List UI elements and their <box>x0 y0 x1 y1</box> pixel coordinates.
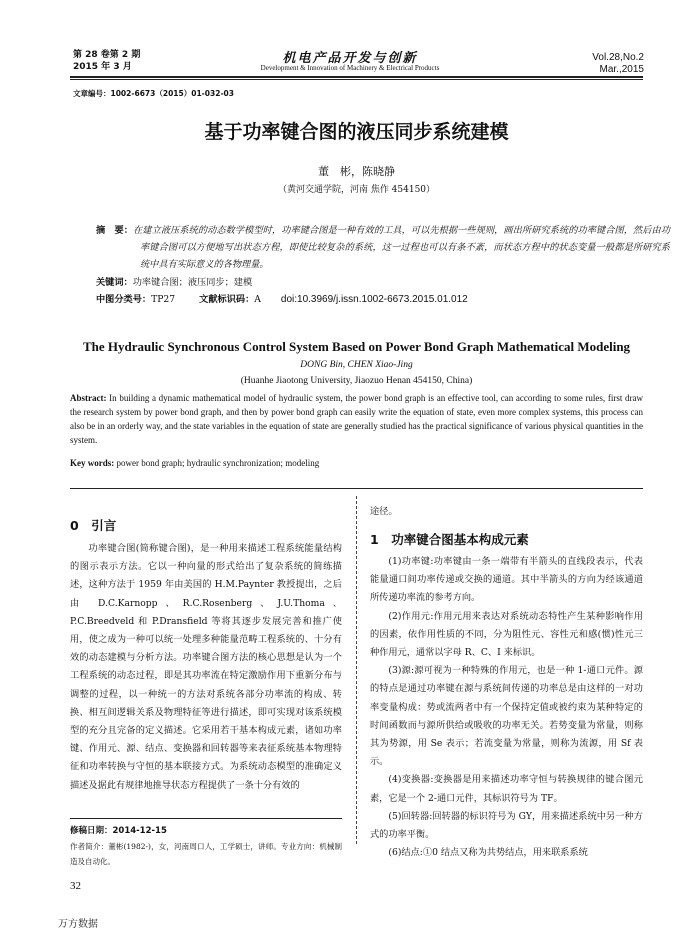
abstract-cn-label: 摘 要： <box>96 225 134 236</box>
keywords-cn <box>96 274 626 291</box>
authors-cn: 董 彬，陈晓静 <box>318 165 395 178</box>
abstract-en-label: Abstract: <box>70 393 107 403</box>
doi-link[interactable]: doi:10.3969/j.issn.1002-6673.2015.01.012 <box>280 294 468 305</box>
abstract-en-text: In building a dynamic mathematical model of hydraulic system, the power bond graph is an effective tool, can according to some rules, first draw the research system by power bond graph, and then by power bond graph can easily write the equation of state, even more complex systems, this process can also be in an orderly way, and the state variables in the equation of state are generally studied has the practical significance of various physical quantities in the system. <box>70 393 643 445</box>
paper-title-en: The Hydraulic Synchronous Control System Based on Power Bond Graph Mathematical Modeling <box>82 339 631 354</box>
affiliation-en: (Huanhe Jiaotong University, Jiaozuo Henan 454150, China) <box>240 376 473 386</box>
section-1-body <box>370 553 643 862</box>
header-rule-thin <box>70 79 643 80</box>
keywords-en-label: Key words: <box>70 458 115 468</box>
element-actuator: (2)作用元:作用元用来表达对系统动态特性产生某种影响作用的因素，依作用性质的不同，分为阻性元、容性元和感(惯)性元三种作用元，通常以字母 R、C、I 来标识。 <box>370 610 643 659</box>
affiliation-cn: （黄河交通学院，河南 焦作 454150） <box>277 185 436 195</box>
journal-date-cn: 2015 年 3 月 <box>73 62 132 72</box>
author-bio: 作者简介：董彬(1982-)，女，河南周口人，工学硕士，讲师。专业方向：机械制造及自动化。 <box>70 842 342 866</box>
section-0-body <box>70 540 342 795</box>
section-1-heading: 1 功率键合图基本构成元素 <box>370 532 529 547</box>
section-0-continuation: 途径。 <box>370 506 398 517</box>
footnote-rule <box>70 818 342 819</box>
doc-code-value: A <box>254 294 261 305</box>
element-transformer: (4)变换器:变换器是用来描述功率守恒与转换规律的键合图元素，它是一个 2-通口元件，其标识符号为 TF。 <box>370 774 643 804</box>
received-date: 修稿日期：2014-12-15 <box>70 826 167 836</box>
section-0-heading: 0 引言 <box>70 518 117 533</box>
page-number: 32 <box>70 880 81 892</box>
element-gyrator: (5)回转器:回转器的标识符号为 GY，用来描述系统中另一种方式的功率平衡。 <box>370 810 643 841</box>
clc-value: TP27 <box>151 294 176 305</box>
journal-name-cn: 机电产品开发与创新 <box>282 51 418 66</box>
authors-en: DONG Bin, CHEN Xiao-Jing <box>300 360 413 370</box>
doc-code-label: 文献标识码： <box>199 294 255 305</box>
column-divider <box>356 496 357 844</box>
journal-volume-en: Vol.28,No.2 <box>592 52 644 63</box>
abstract-cn-text: 在建立液压系统的动态数学模型时，功率键合图是一种有效的工具，可以先根据一些规则，画出所研究系统的功率键合图，然后由功率键合图可以方便地写出状态方程，即使比较复杂的系统，这一过程也可以有条不紊，而状态方程中的状态变量一般都是所研究系统中具有实际意义的各物理量。 <box>133 225 671 270</box>
journal-date-en: Mar.,2015 <box>599 64 644 75</box>
body-rule <box>70 488 643 489</box>
paper-title-cn: 基于功率键合图的液压同步系统建模 <box>204 121 509 143</box>
journal-issue-cn: 第 28 卷第 2 期 <box>73 50 141 60</box>
clc-label: 中图分类号： <box>96 294 152 305</box>
element-junction: (6)结点:①0 结点又称为共势结点，用来联系系统 <box>388 847 588 859</box>
element-power-bond: (1)功率键:功率键由一条一端带有半箭头的直线段表示，代表能量通口间功率传递或交换的通道。其中半箭头的方向为经该通道所传递功率流的参考方向。 <box>370 556 643 604</box>
classification-line <box>96 291 626 308</box>
watermark-text: 万方数据 <box>58 919 98 930</box>
element-source: (3)源:源可视为一种特殊的作用元，也是一种 1-通口元件。源的特点是通过功率键在源与系统间传递的功率总是由这样的一对功率变量构成：势或流两者中有一个保持定值或被约束为某种特定的时间函数而与源所供给或吸收的功率无关。若势变量为常量，则称其为势源，用 Se 表示；若流变量为常量，则称为流源，用 Sf 表示。 <box>370 665 643 768</box>
keywords-en <box>70 456 643 470</box>
journal-name-en: Development & Innovation of Machinery & Electrical Products <box>260 64 440 72</box>
section-0-paragraph: 功率键合图(简称键合图)，是一种用来描述工程系统能量结构的图示表示方法。它以一种向量的形式给出了复杂系统的简练描述，这种方法于 1959 年由美国的 H.M.Paynter 教授提出，之后由 D.C.Karnopp、R.C.Rosenberg、J.U.Thoma、P.C.Breedveld 和 P.Dransfield 等将其逐步发展完善和推广使用，使之成为一种可以统一处理多种能量范畴工程系统的、十分有效的动态建模与分析方法。功率键合图方法的核心思想是认为一个工程系统的动态过程，即是其功率流在特定激励作用下重新分布与调整的过程，以一种统一的方法对系统各部分功率流的构成、转换、相互间逻辑关系及物理特征等进行描述，即可实现对该系统模型的充分且完备的定义描述。它采用若干基本构成元素，诸如功率键、作用元、源、结点、变换器和回转器等来表征系统基本物理特征和功率转换与守恒的基本联接方式。为系统动态模型的准确定义描述及据此有规律地推导状态方程提供了一条十分有效的 <box>70 543 342 791</box>
header-rule <box>70 76 643 78</box>
keywords-en-text: power bond graph; hydraulic synchronization; modeling <box>114 458 320 468</box>
abstract-en <box>70 391 643 447</box>
keywords-cn-text: 功率键合图；液压同步；建模 <box>132 277 253 288</box>
article-number: 文章编号：1002-6673（2015）01-032-03 <box>73 89 234 98</box>
abstract-cn <box>96 222 670 273</box>
right-column <box>370 503 643 521</box>
keywords-cn-label: 关键词： <box>96 277 133 288</box>
